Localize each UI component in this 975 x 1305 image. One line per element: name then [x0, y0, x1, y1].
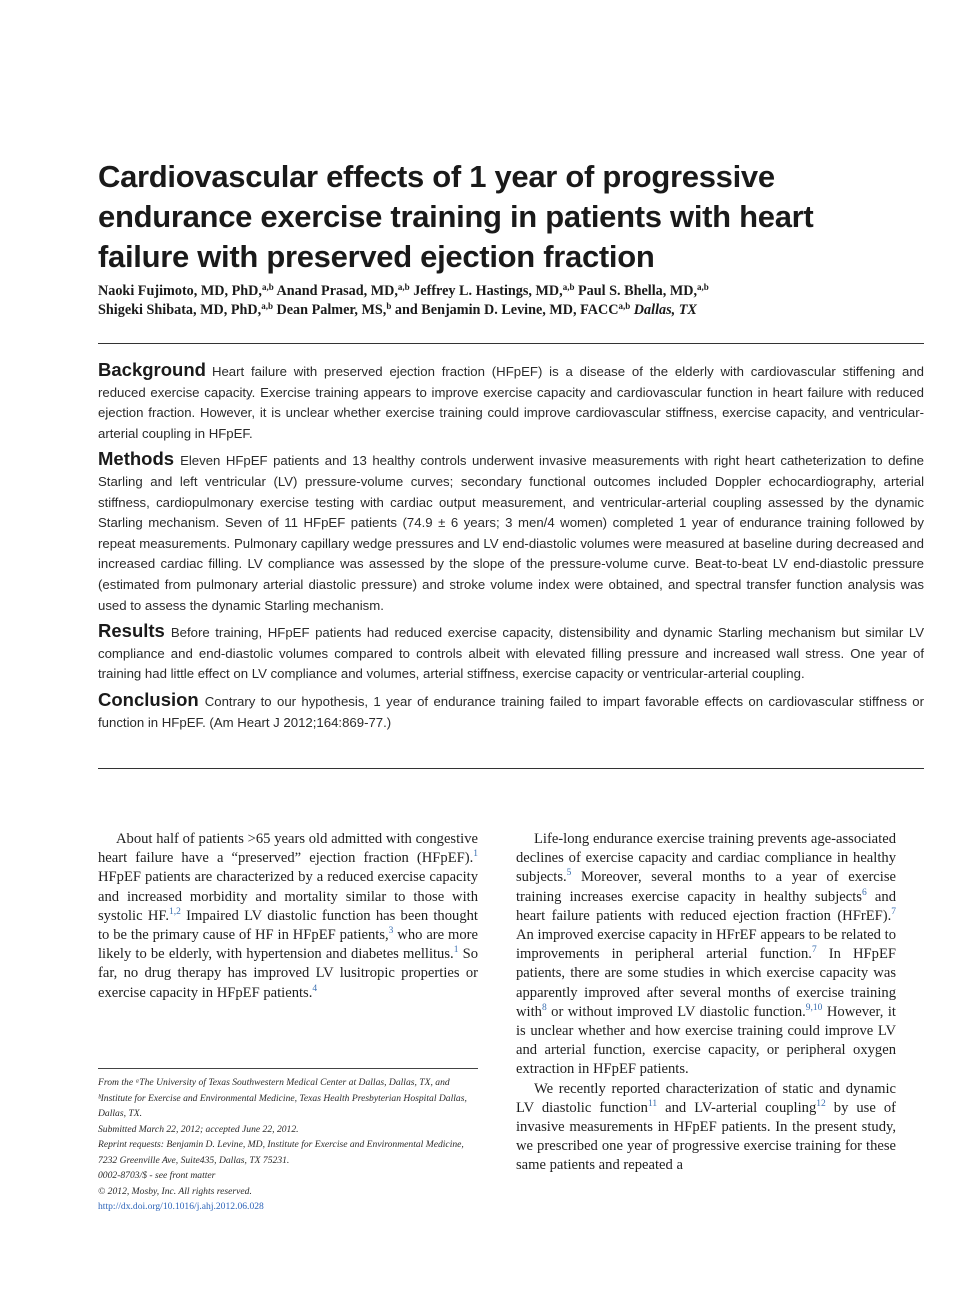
intro-paragraph-1 — [98, 830, 478, 1003]
author-name: Jeffrey L. Hastings, MD, — [413, 283, 563, 299]
results-text: Before training, HFpEF patients had reduced exercise capacity, distensibility and dynamic Starling mechanism but similar LV compliance and end-diastolic volumes compared to controls albeit with elevated filling pressure and increased wall stress. One year of training had little effect on LV compliance and volumes, arterial stiffness, exercise capacity or ventricular-arterial coupling. — [98, 625, 924, 682]
body-text: or without improved LV diastolic function. — [546, 1003, 806, 1020]
abstract-results — [98, 621, 924, 685]
citation-link[interactable]: 8 — [541, 1002, 547, 1013]
footnote-rule — [98, 1068, 478, 1069]
background-heading: Background — [98, 359, 206, 380]
background-text: Heart failure with preserved ejection fraction (HFpEF) is a disease of the elderly with cardiovascular stiffening and reduced exercise capacity. Exercise training appears to improve exercise capacity and cardiovascular function in heart failure with reduced ejection fraction. However, it is unclear whether exercise training could improve cardiovascular stiffness, exercise capacity, and ventricular-arterial coupling in HFpEF. — [98, 364, 924, 441]
body-text: We recently reported characterization of static and dynamic LV diastolic function — [516, 1080, 896, 1116]
body-text: In HFpEF patients, there are some studies in which exercise capacity was apparently improved after several months of exercise training with — [516, 946, 896, 1020]
title-line-2: endurance exercise training in patients with heart — [98, 199, 814, 234]
body-text: So far, no drug therapy has improved LV lusitropic properties or exercise capacity in HFpEF patients. — [98, 946, 479, 1001]
author-location: Dallas, TX — [633, 302, 697, 318]
body-text: About half of patients >65 years old admitted with congestive heart failure have a “preserved” ejection fraction (HFpEF). — [98, 831, 478, 867]
body-column-left — [98, 830, 478, 1003]
body-text: Life-long endurance exercise training prevents age-associated declines of exercise capacity and cardiac compliance in healthy subjects. — [516, 831, 896, 886]
conclusion-heading: Conclusion — [98, 688, 199, 710]
citation-link[interactable]: 9,10 — [805, 1002, 823, 1013]
citation-link[interactable]: 3 — [388, 926, 394, 937]
abstract — [98, 360, 924, 738]
body-text: by use of invasive measurements in HFpEF patients. In the present study, we prescribed one year of progressive exercise training for these same patients and repeated a — [516, 1099, 897, 1174]
citation-link[interactable]: 4 — [312, 983, 318, 994]
citation-link[interactable]: 1,2 — [169, 906, 181, 917]
body-text: and LV-arterial coupling — [657, 1099, 817, 1116]
conclusion-text: Contrary to our hypothesis, 1 year of endurance training failed to impart favorable effects on cardiovascular stiffness or function in HFpEF. (Am Heart J 2012;164:869-77.) — [98, 693, 924, 730]
footnote-affiliations: From the ᵃThe University of Texas Southwestern Medical Center at Dallas, Dallas, TX, and ᵇInstitute for Exercise and Environmental Medicine, Texas Health Presbyterian Hospital Dallas, Dallas, TX. — [98, 1077, 467, 1119]
author-list — [98, 282, 878, 320]
footnote-submitted: Submitted March 22, 2012; accepted June 22, 2012. — [98, 1123, 299, 1135]
abstract-top-rule — [98, 343, 924, 344]
citation-link[interactable]: 11 — [647, 1098, 658, 1109]
author-affiliation: a,b — [261, 301, 273, 311]
author-affiliation: a,b — [397, 282, 410, 292]
intro-paragraph-3 — [516, 1080, 896, 1176]
author-name: Dean Palmer, MS, — [276, 302, 387, 318]
body-text: Moreover, several months to a year of exercise training increases exercise capacity in healthy subjects — [516, 869, 896, 905]
title-line-1: Cardiovascular effects of 1 year of progressive — [98, 159, 775, 194]
abstract-methods — [98, 449, 924, 616]
body-text: However, it is unclear whether and how exercise training could improve LV and arterial function, exercise capacity, or peripheral oxygen extraction in HFpEF patients. — [516, 1003, 896, 1078]
citation-link[interactable]: 6 — [861, 887, 867, 898]
author-affiliation: a,b — [697, 282, 709, 292]
citation-link[interactable]: 1 — [453, 945, 459, 956]
citation-link[interactable]: 12 — [816, 1098, 826, 1109]
footnotes — [98, 1075, 478, 1215]
author-affiliation: a,b — [562, 282, 575, 292]
citation-link[interactable]: 7 — [811, 945, 817, 956]
results-heading: Results — [98, 620, 165, 642]
footnote-reprint: Reprint requests: Benjamin D. Levine, MD, Institute for Exercise and Environmental Medicine, 7232 Greenville Ave, Suite435, Dallas, TX 75231. — [98, 1139, 464, 1166]
body-text: Impaired LV diastolic function has been thought to be the primary cause of HF in HFpEF patients, — [98, 907, 478, 944]
methods-heading: Methods — [98, 448, 175, 470]
author-affiliation: b — [386, 301, 392, 311]
doi-link[interactable]: http://dx.doi.org/10.1016/j.ahj.2012.06.028 — [98, 1201, 264, 1212]
author-name: Naoki Fujimoto, MD, PhD, — [98, 283, 262, 299]
title-line-3: failure with preserved ejection fraction — [98, 239, 655, 274]
author-affiliation: a,b — [261, 282, 274, 292]
body-text: who are more likely to be elderly, with hypertension and diabetes mellitus. — [98, 927, 478, 963]
author-affiliation: a,b — [618, 301, 631, 311]
author-line-2 — [98, 301, 878, 320]
citation-link[interactable]: 7 — [891, 906, 896, 917]
author-name: Shigeki Shibata, MD, PhD, — [98, 302, 262, 318]
citation-link[interactable]: 1 — [473, 849, 478, 860]
abstract-background — [98, 360, 924, 444]
citation-link[interactable]: 5 — [566, 868, 572, 879]
methods-text: Eleven HFpEF patients and 13 healthy controls underwent invasive measurements with right heart catheterization to define Starling and left ventricular (LV) pressure-volume curves; secondary functional outcomes included Doppler echocardiography, arterial stiffness, cardiopulmonary exercise testing with cardiac output measurement, and ventricular-arterial coupling assessed by the dynamic Starling mechanism. Seven of 11 HFpEF patients (74.9 ± 6 years; 3 men/4 women) completed 1 year of endurance training followed by repeat measurements. Pulmonary capillary wedge pressures and LV end-diastolic volumes were measured at baseline during decreased and increased cardiac filling. LV compliance was assessed by the slope of the pressure-volume curve. Beat-to-beat LV end-diastolic pressure (estimated from pulmonary arterial diastolic pressure) and stroke volume index were obtained, and spectral transfer function analysis was used to assess the dynamic Starling mechanism. — [98, 453, 924, 613]
author-line-1 — [98, 282, 878, 301]
footnote-issn: 0002-8703/$ - see front matter — [98, 1170, 216, 1181]
body-text: and heart failure patients with reduced ejection fraction (HFrEF). — [516, 888, 896, 924]
author-name: Paul S. Bhella, MD, — [578, 283, 698, 299]
body-text: HFpEF patients are characterized by a reduced exercise capacity and increased morbidity and mortality similar to those with systolic HF. — [98, 869, 478, 924]
intro-paragraph-2 — [516, 830, 896, 1080]
body-text: An improved exercise capacity in HFrEF appears to be related to improvements in peripheral arterial function. — [516, 927, 896, 963]
author-name: Anand Prasad, MD, — [276, 283, 398, 299]
article-title — [98, 157, 878, 277]
abstract-bottom-rule — [98, 768, 924, 769]
author-name: and Benjamin D. Levine, MD, FACC — [394, 302, 619, 318]
body-column-right — [516, 830, 896, 1176]
footnote-copyright: © 2012, Mosby, Inc. All rights reserved. — [98, 1185, 252, 1197]
abstract-conclusion — [98, 690, 924, 733]
